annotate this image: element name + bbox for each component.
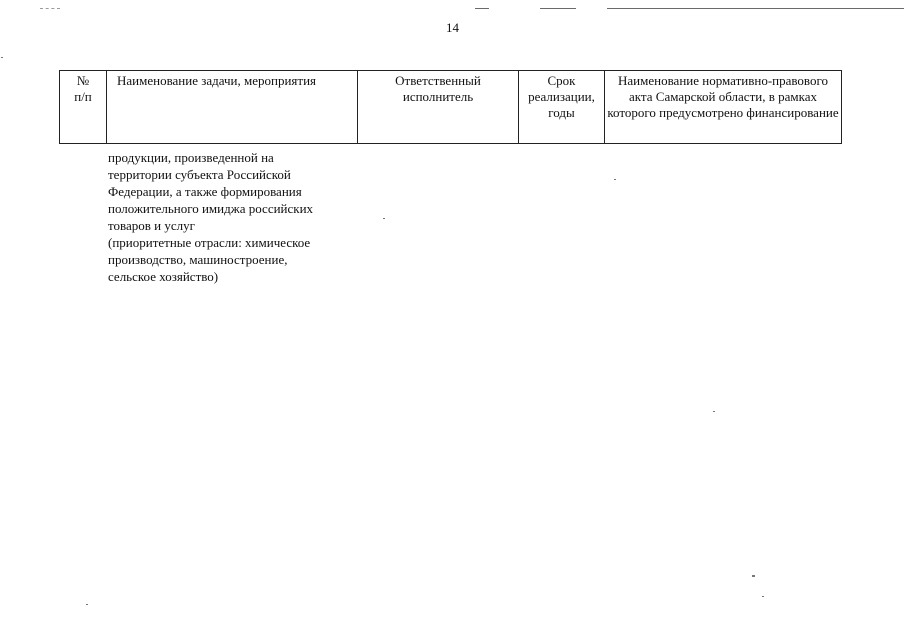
scan-speck xyxy=(614,179,616,180)
header-num: № п/п xyxy=(60,71,107,144)
scan-speck xyxy=(762,596,764,597)
page-number: 14 xyxy=(446,20,459,35)
table-header-row xyxy=(60,71,842,144)
top-rule-left xyxy=(40,8,60,9)
scan-speck xyxy=(1,57,3,58)
scan-speck xyxy=(86,604,88,605)
header-deadline: Срок реализации, годы xyxy=(519,71,605,144)
scan-speck xyxy=(383,218,385,219)
scan-speck xyxy=(713,411,715,412)
plan-table-header xyxy=(59,70,842,144)
header-act: Наименование нормативно-правового акта Самарской области, в рамках которого предусмотрено финансирование xyxy=(605,71,842,144)
header-task: Наименование задачи, мероприятия xyxy=(107,71,358,144)
top-rule-mid-2 xyxy=(540,8,576,9)
header-executor: Ответственный исполнитель xyxy=(358,71,519,144)
task-continuation-text: продукции, произведенной на территории субъекта Российской Федерации, а также формирования положительного имиджа российских товаров и услуг (приоритетные отрасли: химическое производство, машиностроение, сельское хозяйство) xyxy=(108,150,314,284)
top-rule-mid xyxy=(475,8,489,9)
scan-speck xyxy=(752,575,755,577)
top-rule-right xyxy=(607,8,904,9)
